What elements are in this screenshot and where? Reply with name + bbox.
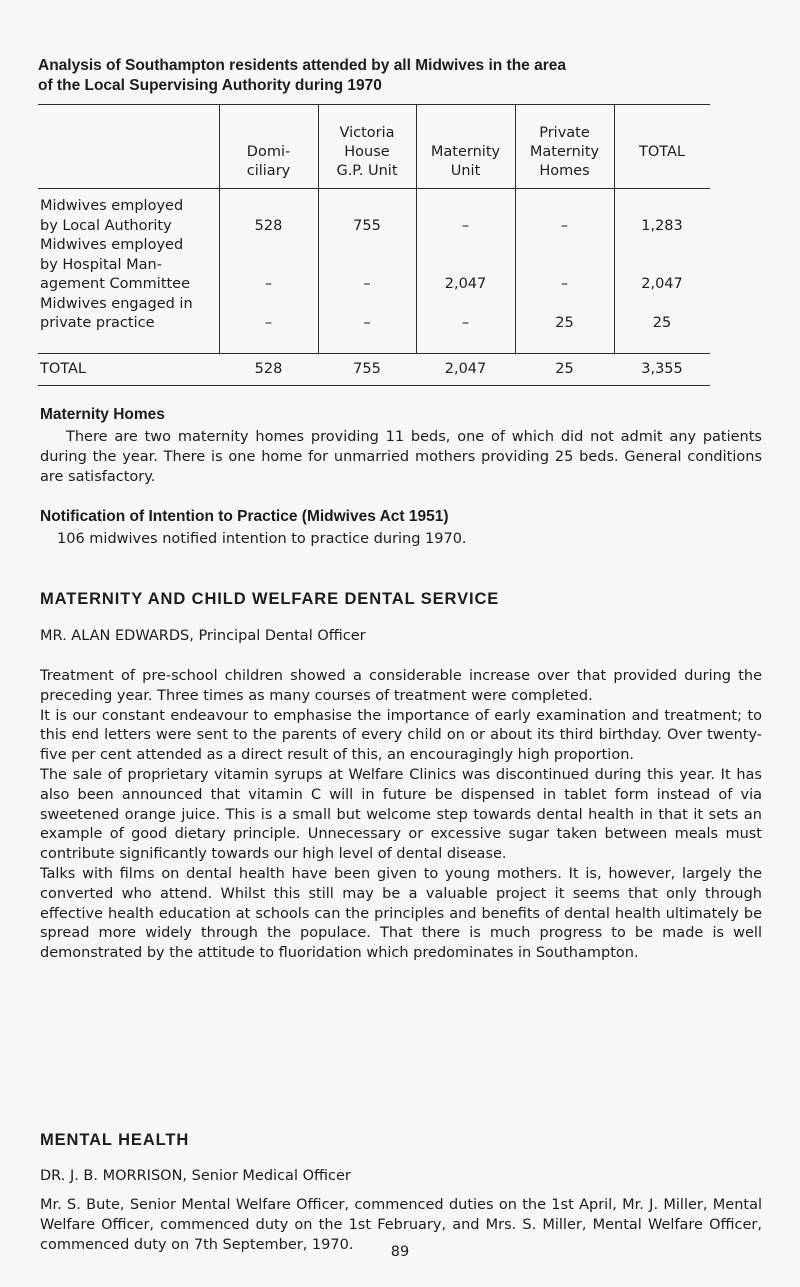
header-private-maternity: Private Maternity Homes [529,125,600,179]
total-label: TOTAL [40,361,86,377]
table-cell: – [264,276,273,292]
table-cell: – [461,315,470,331]
maternity-homes-heading: Maternity Homes [40,406,165,423]
table-row-labels: Midwives employed by Local Authority Midwives employed by Hospital Man- agement Committee Midwives engaged in private practice [40,198,193,331]
table-cell: – [560,218,569,234]
table-cell: 25 [652,315,672,331]
table-cell: 755 [353,361,381,377]
table-cell: 3,355 [641,361,683,377]
header-victoria-house: Victoria House G.P. Unit [336,125,398,179]
table-cell: 1,283 [641,218,683,234]
dental-heading: MATERNITY AND CHILD WELFARE DENTAL SERVICE [40,590,500,608]
dental-officer: MR. ALAN EDWARDS, Principal Dental Officer [40,628,366,644]
mental-health-officer: DR. J. B. MORRISON, Senior Medical Officer [40,1168,351,1184]
table-cell: 2,047 [444,276,487,292]
maternity-homes-text: There are two maternity homes providing 11 beds, one of which did not admit any patients during the year. There is one home for unmarried mothers providing 25 beds. General conditions are satisfactory. [40,429,762,485]
title-line-1: Analysis of Southampton residents attended by all Midwives in the area [38,57,566,74]
table-cell: – [560,276,569,292]
header-total: TOTAL [639,144,685,160]
table-cell: 528 [254,218,283,234]
header-maternity-unit: Maternity Unit [430,144,501,179]
table-header-rule [38,188,710,189]
dental-paragraph: It is our constant endeavour to emphasise the importance of early examination and treatment; to this end letters were sent to the parents of every child on or about its third birthday. Over twenty-five per cent attended as a direct result of this, an encouragingly high proportion. [40,707,762,764]
dental-paragraph: The sale of proprietary vitamin syrups at Welfare Clinics was discontinued during this year. It has also been announced that vitamin C will in future be dispensed in tablet form instead of via sweetened orange juice. This is a small but welcome step towards dental health in that it sets an example of good dietary principle. Unnecessary or excessive sugar taken between meals must contribute significantly towards our high level of dental disease. [40,766,762,863]
mental-health-heading: MENTAL HEALTH [40,1131,190,1149]
notification-text: 106 midwives notified intention to practice during 1970. [57,531,467,547]
table-cell: 25 [555,361,574,377]
table-top-rule [38,104,710,105]
table-cell: – [264,315,273,331]
mental-health-text: Mr. S. Bute, Senior Mental Welfare Officer, commenced duties on the 1st April, Mr. J. Miller, Mental Welfare Officer, commenced duty on the 1st February, and Mrs. S. Miller, Mental Welfare Officer, commenced duty on 7th September, 1970. [40,1197,762,1253]
table-cell: 755 [353,218,381,234]
dental-body [40,667,762,964]
header-domiciliary: Domi- ciliary [246,144,291,179]
title-line-2: of the Local Supervising Authority during 1970 [38,77,382,94]
table-cell: 528 [254,361,283,377]
table-cell: 2,047 [444,361,487,377]
table-cell: – [363,276,371,292]
page-title [38,56,768,96]
notification-heading: Notification of Intention to Practice (Midwives Act 1951) [40,508,449,525]
table-cell: 25 [555,315,574,331]
table-cell: 2,047 [641,276,683,292]
table-bottom-rule [38,385,710,386]
dental-paragraph: Talks with films on dental health have been given to young mothers. It is, however, largely the converted who attend. Whilst this still may be a valuable project it seems that only through effective health education at schools can the principles and benefits of dental health ultimately be spread more widely through the populace. That there is much progress to be made is well demonstrated by the attitude to fluoridation which predominates in Southampton. [40,865,762,962]
table-total-rule [38,353,710,354]
table-cell: – [363,315,371,331]
page-number: 89 [390,1244,410,1260]
table-cell: – [461,218,470,234]
dental-paragraph: Treatment of pre-school children showed a considerable increase over that provided during the preceding year. Three times as many courses of treatment were completed. [40,668,762,704]
